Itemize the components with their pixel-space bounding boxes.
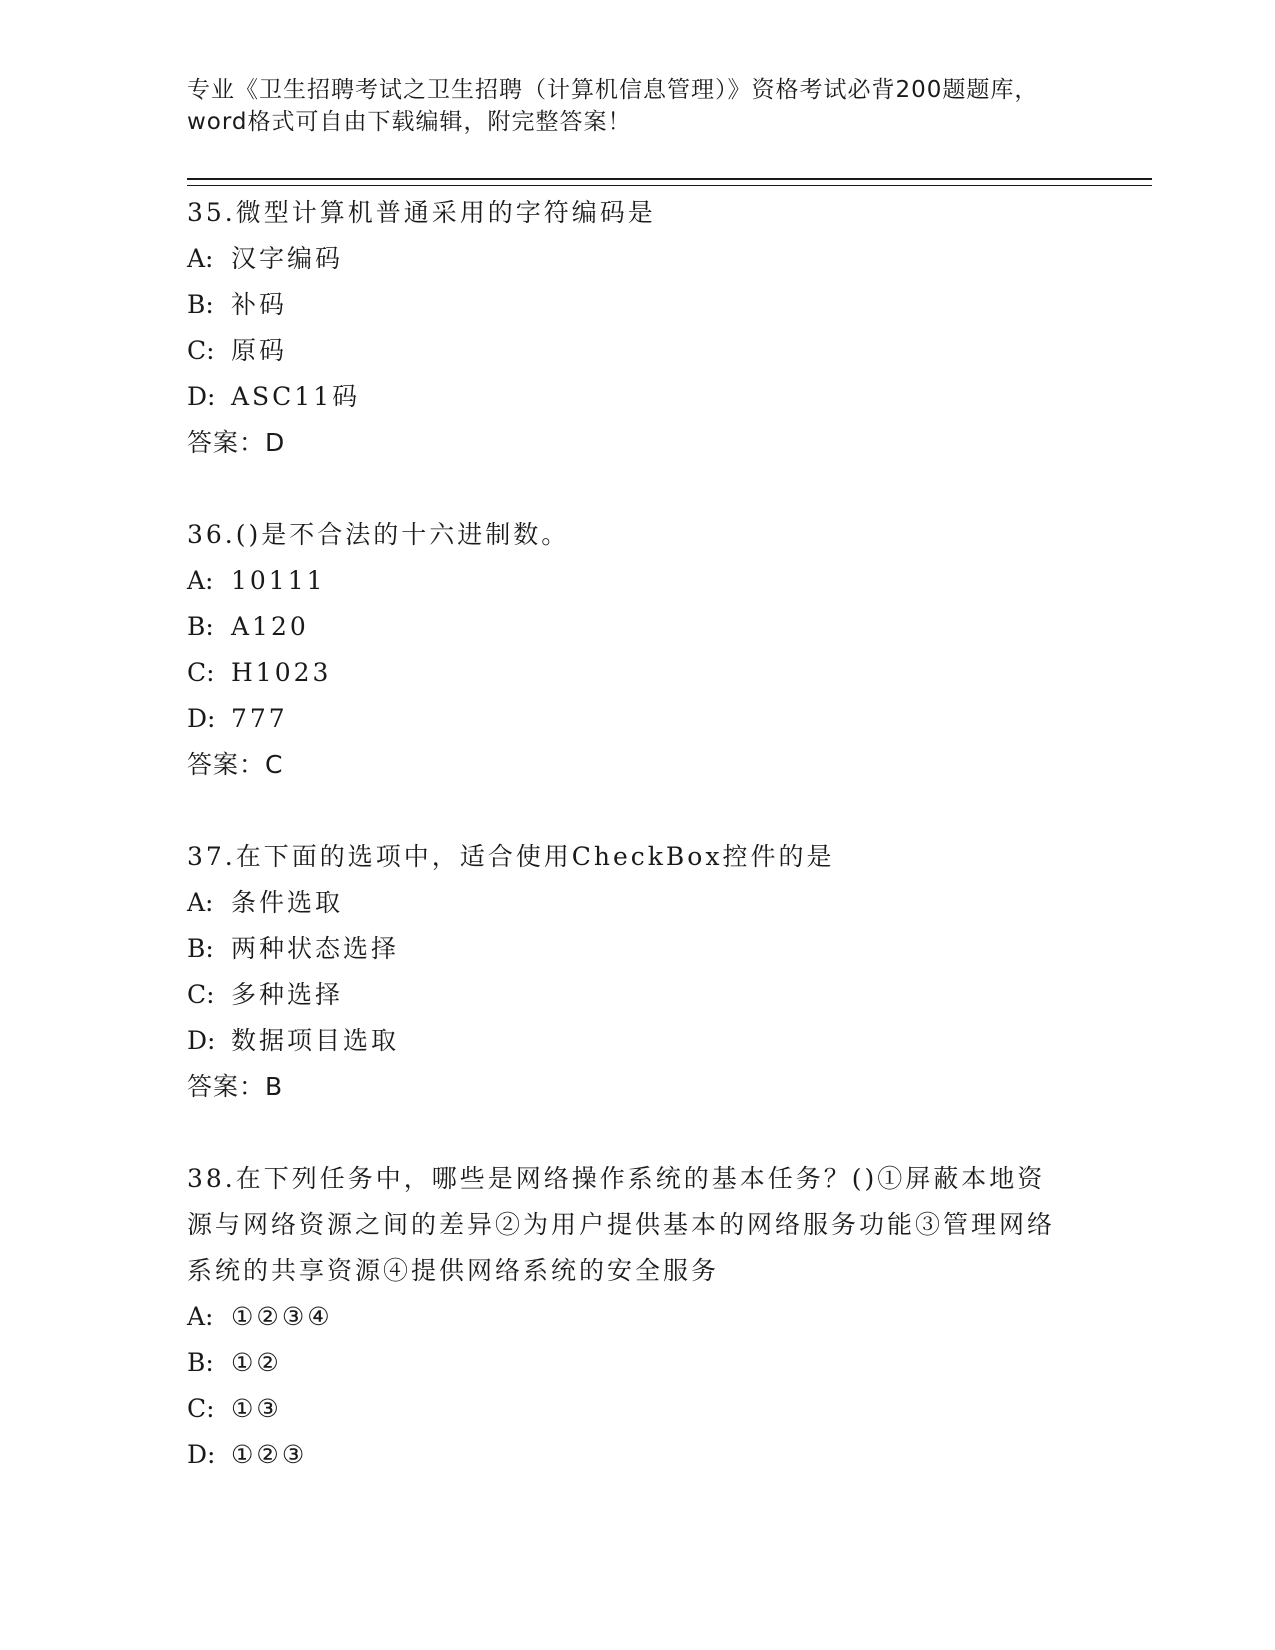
option-c [187,972,1117,1018]
option-a [187,558,1117,604]
question-38 [187,1156,1117,1478]
header-line-1: 专业《卫生招聘考试之卫生招聘（计算机信息管理）》资格考试必背200题题库， [187,77,1039,103]
question-text: 38.在下列任务中，哪些是网络操作系统的基本任务？()①屏蔽本地资源与网络资源之间的差异②为用户提供基本的网络服务功能③管理网络系统的共享资源④提供网络系统的安全服务 [187,1164,1056,1285]
option-letter: D: [187,382,216,411]
option-letter: B: [187,290,214,319]
option-letter: C: [187,658,215,687]
option-d [187,696,1117,742]
question-text: 35.微型计算机普通采用的字符编码是 [187,198,656,227]
question-37 [187,834,1117,1110]
option-d [187,374,1117,420]
answer-line: 答案：B [187,1072,284,1101]
option-text: A120 [231,612,309,641]
option-text: 两种状态选择 [231,934,400,963]
option-text: ASC11码 [231,382,361,411]
option-letter: A: [187,244,214,273]
option-letter: A: [187,888,214,917]
option-text: 原码 [231,336,288,365]
option-letter: D: [187,704,216,733]
option-letter: A: [187,1302,214,1331]
option-text: 数据项目选取 [231,1026,400,1055]
option-letter: D: [187,1440,216,1469]
question-text: 36.()是不合法的十六进制数。 [187,520,570,549]
option-a [187,880,1117,926]
option-c [187,328,1117,374]
option-a [187,236,1117,282]
option-text: 多种选择 [231,980,344,1009]
option-letter: A: [187,566,214,595]
option-b [187,604,1117,650]
option-a [187,1294,1117,1340]
option-text: ①②③ [231,1440,308,1469]
answer-line: 答案：D [187,428,286,457]
option-b [187,1340,1117,1386]
answer-line: 答案：C [187,750,284,779]
option-letter: C: [187,336,215,365]
option-text: 补码 [231,290,288,319]
option-b [187,926,1117,972]
option-d [187,1018,1117,1064]
option-d [187,1432,1117,1478]
option-text: 10111 [231,566,326,595]
option-letter: B: [187,934,214,963]
option-text: 条件选取 [231,888,344,917]
option-text: ①③ [231,1394,282,1423]
header-divider [187,178,1152,186]
question-35 [187,190,1117,466]
option-letter: D: [187,1026,216,1055]
question-36 [187,512,1117,788]
document-header [187,74,1087,138]
option-text: H1023 [231,658,332,687]
option-letter: C: [187,1394,215,1423]
header-line-2: word格式可自由下载编辑，附完整答案！ [187,109,632,135]
option-letter: C: [187,980,215,1009]
option-letter: B: [187,612,214,641]
option-text: ①②③④ [231,1302,333,1331]
option-letter: B: [187,1348,214,1377]
question-list [187,190,1117,1524]
option-text: 777 [231,704,288,733]
option-c [187,650,1117,696]
question-text: 37.在下面的选项中，适合使用CheckBox控件的是 [187,842,835,871]
option-c [187,1386,1117,1432]
option-text: 汉字编码 [231,244,344,273]
option-text: ①② [231,1348,282,1377]
option-b [187,282,1117,328]
